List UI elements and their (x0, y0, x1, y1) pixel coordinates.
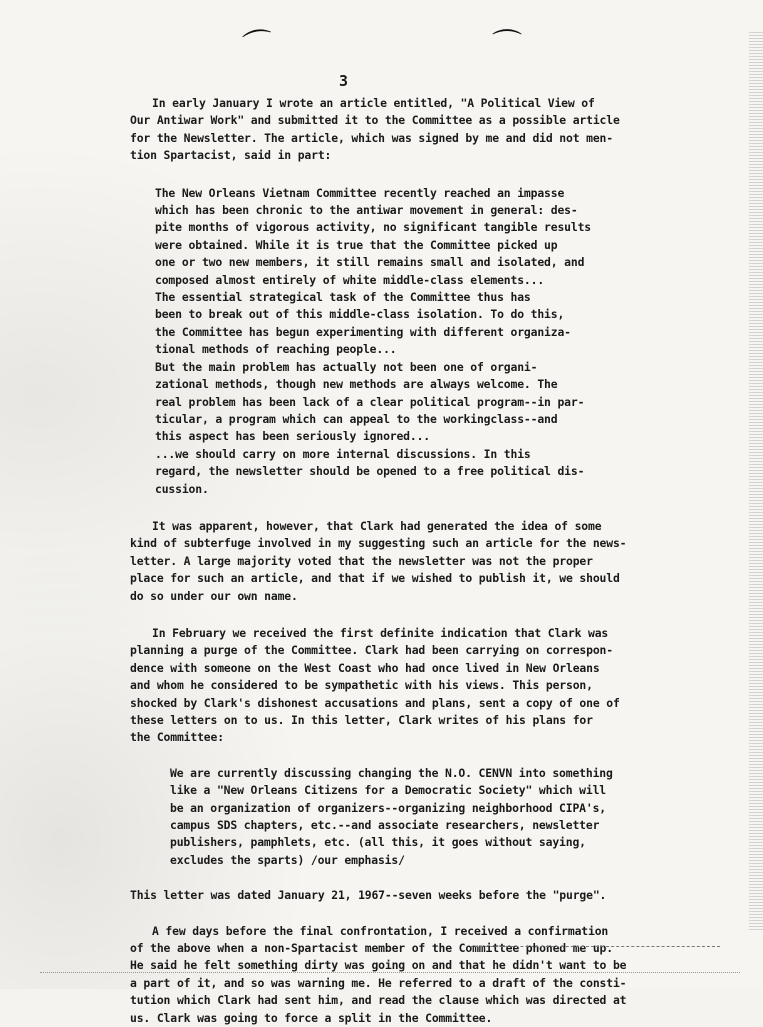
paragraph-letter-date: This letter was dated January 21, 1967--seven weeks before the "purge". (130, 888, 607, 903)
scan-artifact-line (470, 946, 720, 947)
scan-artifact-line-bottom (40, 972, 740, 973)
paragraph-february: In February we received the first definite indication that Clark was planning a purge of the Committee. Clark had been carrying on correspon- dence with someone on the West Coast who had once lived in New Orleans and whom he considered to be sympathetic with his views. This person, shocked by Clark's dishonest accusations and plans, sent a copy of one of these letters on to us. In this letter, Clark writes of his plans for the Committee: (130, 625, 620, 745)
punch-hole-mark-left: ⌒ (240, 25, 277, 66)
punch-hole-mark-right: ⌒ (492, 28, 522, 63)
quote-clark-letter: We are currently discussing changing the N.O. CENVN into something like a "New Orleans Citizens for a Democratic Society" which will be an organization of organizers--organizing neighborhood CIPA's, campus SDS chapters, etc.--and associate researchers, newsletter publishers, pamphlets, etc. (all this, it goes without saying, excludes the sparts) /our emphasis/ (170, 765, 613, 867)
quote-article: The New Orleans Vietnam Committee recently reached an impasse which has been chronic to the antiwar movement in general: des- pite months of vigorous activity, no significant tangible results were obtained. While it is true that the Committee picked up one or two new members, it still remains small and isolated, and composed almost entirely of white middle-class elements... The essential strategical task of the Committee thus has been to break out of this middle-class isolation. To do this, the Committee has begun experimenting with different organiza- tional methods of reaching people... But the main problem has actually not been one of organi- zational methods, though new methods are always welcome. The real problem has been lack of a clear political program--in par- ticular, a program which can appeal to the workingclass--and this aspect has been seriously ignored... ...we should carry on more internal discussions. In this regard, the newsletter should be opened to a free political dis- cussion. (155, 185, 592, 496)
page-number: 3 (339, 72, 349, 90)
paragraph-intro: In early January I wrote an article entitled, "A Political View of Our Antiwar Work" and submitted it to the Committee as a possible article for the Newsletter. The article, which was signed by me and did not men- tion Spartacist, said in part: (130, 96, 620, 163)
paragraph-confirmation: A few days before the final confrontation, I received a confirmation of the above when a non-Spartacist member of the Committee phoned me up. He said he felt something dirty was going on and that he didn't want to be a part of it, and so was warning me. He referred to a draft of the consti- tution which Clark had sent him, and read the clause which was directed at us. Clark was going to force a split in the Committee. (130, 923, 627, 1025)
paragraph-subterfuge: It was apparent, however, that Clark had generated the idea of some kind of subterfuge involved in my suggesting such an article for the news- letter. A large majority voted that the newsletter was not the proper place for such an article, and that if we wished to publish it, we should do so under our own name. (130, 518, 627, 603)
document-body (130, 95, 650, 1027)
scan-edge (749, 30, 763, 930)
